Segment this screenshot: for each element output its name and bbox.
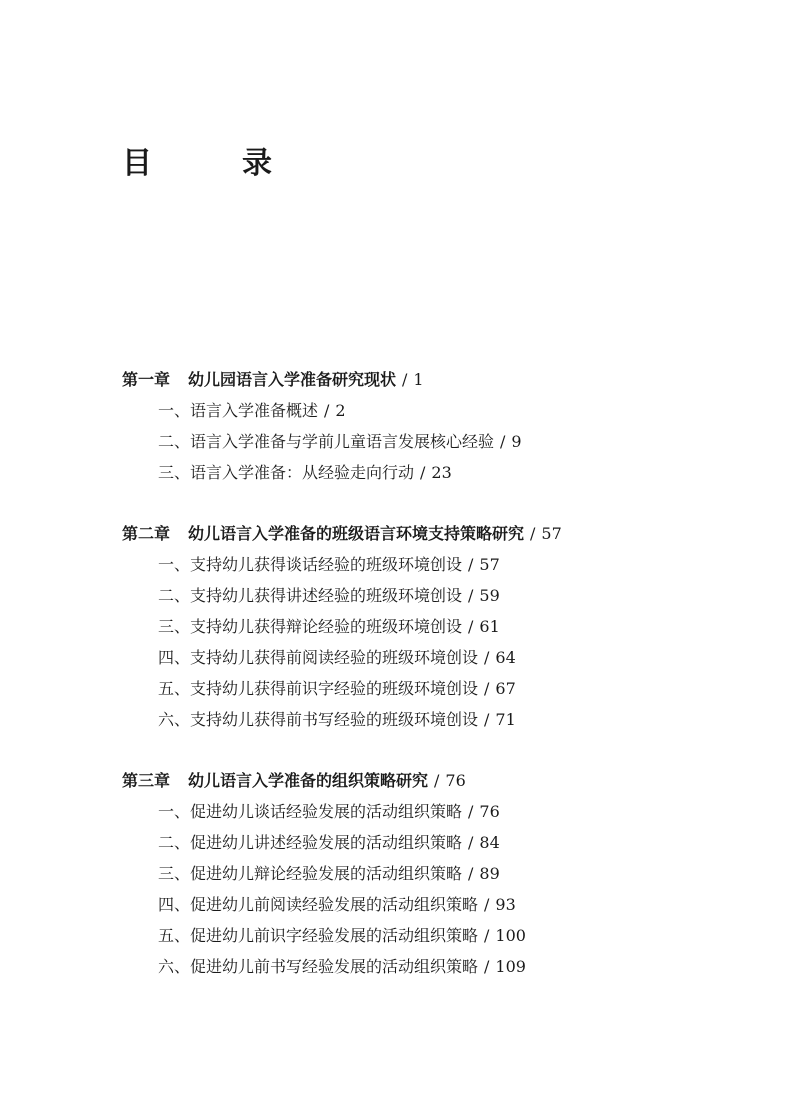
page-number: 59 bbox=[479, 586, 500, 605]
toc-entry[interactable] bbox=[0, 889, 790, 920]
page-number: 71 bbox=[495, 710, 516, 729]
section-title: 五、促进幼儿前识字经验发展的活动组织策略 bbox=[158, 926, 479, 945]
toc-entry[interactable] bbox=[0, 704, 790, 735]
toc-entry[interactable] bbox=[0, 426, 790, 457]
toc-entry[interactable] bbox=[0, 395, 790, 426]
chapter-1 bbox=[0, 364, 790, 488]
chapter-number: 第二章 bbox=[122, 524, 171, 543]
page-number: 23 bbox=[431, 463, 452, 482]
section-title: 一、支持幼儿获得谈话经验的班级环境创设 bbox=[158, 555, 463, 574]
section-title: 四、支持幼儿获得前阅读经验的班级环境创设 bbox=[158, 648, 479, 667]
page-separator: / bbox=[484, 926, 490, 945]
page-separator: / bbox=[484, 648, 490, 667]
toc-entry[interactable] bbox=[0, 549, 790, 580]
toc-entry[interactable] bbox=[0, 642, 790, 673]
section-title: 五、支持幼儿获得前识字经验的班级环境创设 bbox=[158, 679, 479, 698]
section-title: 二、支持幼儿获得讲述经验的班级环境创设 bbox=[158, 586, 463, 605]
toc-entry[interactable] bbox=[0, 580, 790, 611]
toc-entry[interactable] bbox=[0, 796, 790, 827]
section-title: 三、语言入学准备：从经验走向行动 bbox=[158, 463, 415, 482]
toc-entry[interactable] bbox=[0, 920, 790, 951]
chapter-3 bbox=[0, 765, 790, 982]
chapter-heading[interactable] bbox=[0, 518, 790, 549]
section-title: 六、促进幼儿前书写经验发展的活动组织策略 bbox=[158, 957, 479, 976]
chapter-title: 幼儿语言入学准备的组织策略研究 bbox=[188, 771, 429, 790]
section-title: 六、支持幼儿获得前书写经验的班级环境创设 bbox=[158, 710, 479, 729]
page-number: 1 bbox=[413, 370, 424, 389]
page-separator: / bbox=[434, 771, 440, 790]
page-number: 89 bbox=[479, 864, 500, 883]
page-number: 67 bbox=[495, 679, 516, 698]
page-separator: / bbox=[402, 370, 408, 389]
page-separator: / bbox=[484, 679, 490, 698]
page-separator: / bbox=[324, 401, 330, 420]
page-number: 2 bbox=[335, 401, 346, 420]
section-title: 三、支持幼儿获得辩论经验的班级环境创设 bbox=[158, 617, 463, 636]
page-separator: / bbox=[468, 802, 474, 821]
section-title: 四、促进幼儿前阅读经验发展的活动组织策略 bbox=[158, 895, 479, 914]
chapter-number: 第三章 bbox=[122, 771, 171, 790]
chapter-title: 幼儿语言入学准备的班级语言环境支持策略研究 bbox=[188, 524, 525, 543]
section-title: 一、语言入学准备概述 bbox=[158, 401, 319, 420]
chapter-heading[interactable] bbox=[0, 765, 790, 796]
chapter-number: 第一章 bbox=[122, 370, 171, 389]
page-separator: / bbox=[484, 895, 490, 914]
page-separator: / bbox=[468, 833, 474, 852]
chapter-2 bbox=[0, 518, 790, 735]
chapter-title: 幼儿园语言入学准备研究现状 bbox=[188, 370, 397, 389]
page-separator: / bbox=[468, 586, 474, 605]
page-number: 109 bbox=[495, 957, 526, 976]
page-separator: / bbox=[468, 555, 474, 574]
page-separator: / bbox=[484, 710, 490, 729]
page-separator: / bbox=[484, 957, 490, 976]
page-separator: / bbox=[420, 463, 426, 482]
toc-entry[interactable] bbox=[0, 951, 790, 982]
toc-entry[interactable] bbox=[0, 673, 790, 704]
page-separator: / bbox=[468, 617, 474, 636]
toc-entry[interactable] bbox=[0, 827, 790, 858]
section-title: 一、促进幼儿谈话经验发展的活动组织策略 bbox=[158, 802, 463, 821]
page-separator: / bbox=[468, 864, 474, 883]
page-number: 9 bbox=[511, 432, 522, 451]
page-number: 93 bbox=[495, 895, 516, 914]
page-number: 100 bbox=[495, 926, 526, 945]
toc-entry[interactable] bbox=[0, 457, 790, 488]
chapter-heading[interactable] bbox=[0, 364, 790, 395]
page-number: 84 bbox=[479, 833, 500, 852]
page-title: 目 录 bbox=[122, 146, 302, 181]
page-number: 57 bbox=[541, 524, 562, 543]
table-of-contents bbox=[0, 364, 790, 1012]
page-number: 61 bbox=[479, 617, 500, 636]
page-number: 76 bbox=[445, 771, 466, 790]
page-number: 57 bbox=[479, 555, 500, 574]
page-number: 76 bbox=[479, 802, 500, 821]
page-number: 64 bbox=[495, 648, 516, 667]
section-title: 三、促进幼儿辩论经验发展的活动组织策略 bbox=[158, 864, 463, 883]
section-title: 二、语言入学准备与学前儿童语言发展核心经验 bbox=[158, 432, 495, 451]
page-separator: / bbox=[500, 432, 506, 451]
toc-entry[interactable] bbox=[0, 611, 790, 642]
page-separator: / bbox=[530, 524, 536, 543]
section-title: 二、促进幼儿讲述经验发展的活动组织策略 bbox=[158, 833, 463, 852]
toc-entry[interactable] bbox=[0, 858, 790, 889]
